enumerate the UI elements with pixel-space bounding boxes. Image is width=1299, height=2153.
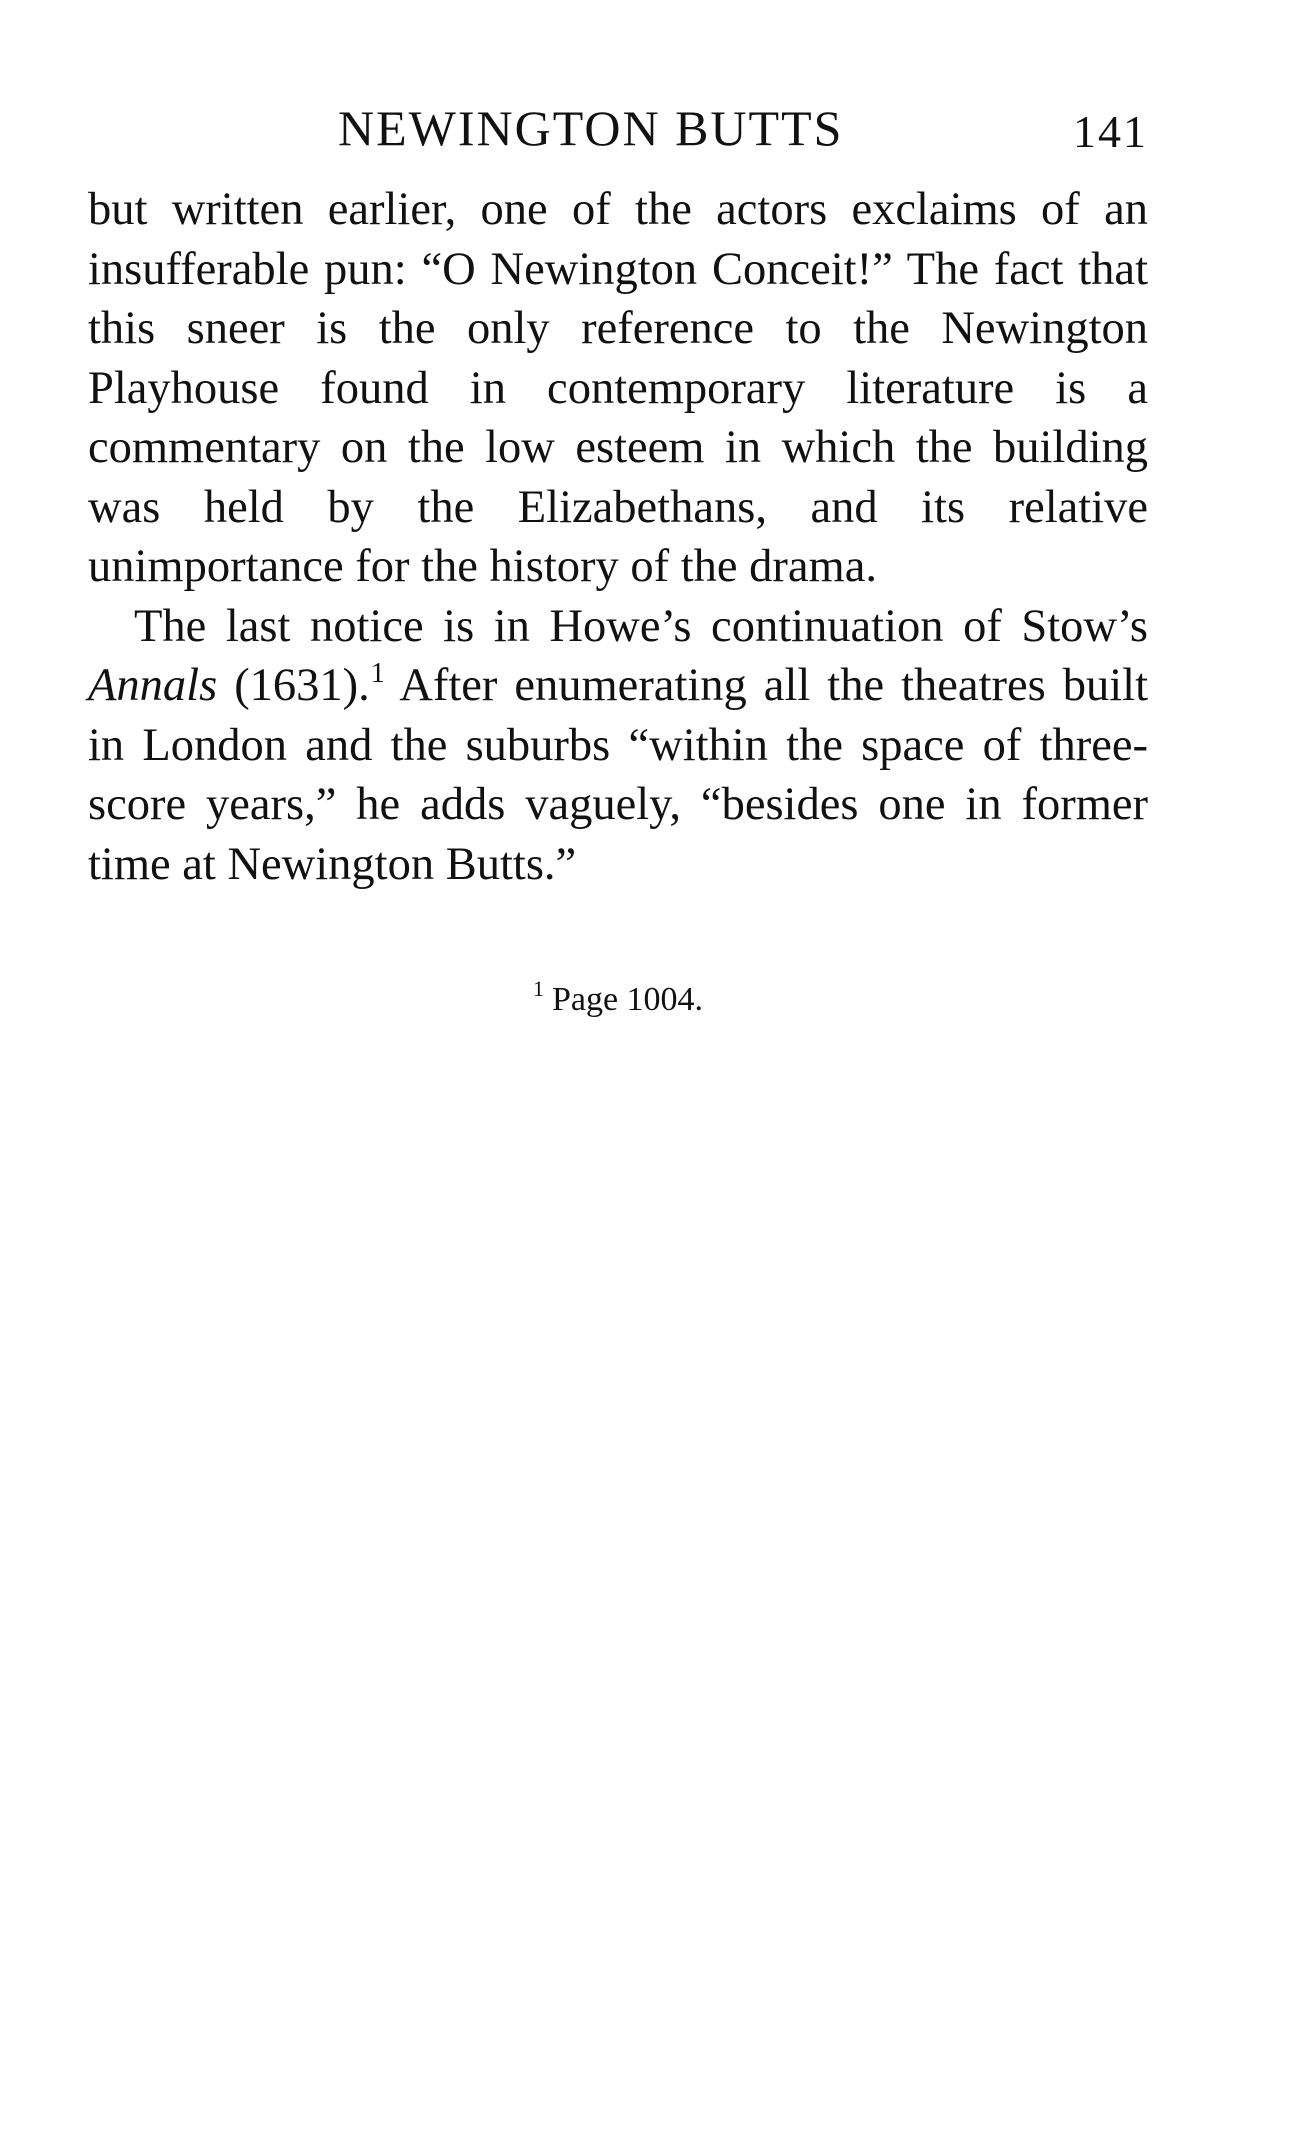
paragraph-2-year: (1631). [217,660,370,711]
page-number: 141 [1073,106,1148,157]
footnote-marker: 1 [532,976,544,1001]
footnote-text: Page 1004. [551,981,704,1018]
paragraph-2 [88,597,1148,895]
running-head [88,98,1148,158]
body-text [88,180,1148,894]
italic-title-annals: Annals [88,660,218,711]
footnote [88,978,1148,1022]
paragraph-2-rest: After enumerating all the theatres built in London and the suburbs “within the space of three-score years,” he adds vaguely, “besides one in former time at Newington Butts.” [88,660,1148,890]
footnote-reference: 1 [370,658,385,689]
running-title: NEWINGTON BUTTS [338,100,844,156]
paragraph-2-lead: The last notice is in Howe’s continuation of Stow’s [134,600,1148,652]
paragraph-1: but written earlier, one of the actors exclaims of an insufferable pun: “O Newington Conceit!” The fact that this sneer is the only reference to the Newington Playhouse found in contemporary literature is a commentary on the low esteem in which the building was held by the Elizabethans, and its relative unimportance for the history of the drama. [88,184,1148,592]
